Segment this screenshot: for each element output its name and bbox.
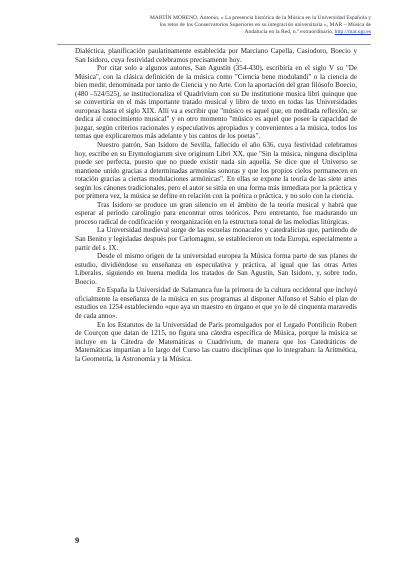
paragraph-5: La Universidad medieval surge de las escuelas monacales y catedralicias que, partiendo de San Benito y legisladas después por Carlomagno, se establecieron en toda Europa, especialmente a partir del s. IX. xyxy=(75,226,357,252)
body-text xyxy=(75,47,357,363)
running-header xyxy=(71,15,371,37)
page-number: 9 xyxy=(75,535,80,545)
paragraph-3: Nuestro patrón, San Isidoro de Sevilla, fallecido el año 636, cuya festividad celebramos hoy, escribe en su Etymologiarum sive originum Libri XX, que "Sin la música, ninguna disciplina puede ser perfecta, puesto que no puede existir nada sin aquella. Se dice que el Universo se mantiene unido gracias a determinadas armonías sonoras y que los propios cielos permanecen en rotación gracias a ciertas modulaciones armónicas". En ellas se expone la teoría de las siete artes según los cánones tradicionales, pero el autor se sitúa en una forma más inmediata por la práctica y por primera vez, la música se define en relación con la poética o práctica, y no solo con la ciencia. xyxy=(75,141,357,201)
header-line-2: los retos de los Conservatorios Superiores en su integración universitaria », MAR – Música de xyxy=(159,22,371,29)
paragraph-8: En los Estatutos de la Universidad de París promulgados por el Legado Pontificio Robert de Courçon que datan de 1215, no figura una cátedra específica de Música, porque la música se incluye en la Cátedra de Matemáticas o Cuadrivium, de manera que los Catedráticos de Matemáticas impartían a lo largo del Curso las cuatro disciplinas que lo integraban: la Aritmética, la Geometría, la Astronomía y la Música. xyxy=(75,320,357,363)
header-line-3-text: Andalucía en la Red, n.º extraordinario, xyxy=(244,29,334,36)
header-divider xyxy=(57,44,371,45)
paragraph-6: Desde el mismo origen de la universidad europea la Música forma parte de sus planes de estudio, dividiéndose su enseñanza en especulativa y práctica, al igual que las otras Artes Liberales, siguiendo en buena medida los tratados de San Agustín, San Isidoro, y, sobre todo, Boecio. xyxy=(75,252,357,286)
paragraph-7: En España la Universidad de Salamanca fue la primera de la cultura occidental que incluyó oficialmente la enseñanza de la música en sus programas al disponer Alfonso el Sabio el plan de estudios en 1254 estableciendo «que aya un maestro en órgano et que yo le dé cinquenta maravedís de cada anno». xyxy=(75,286,357,320)
header-line-3 xyxy=(71,29,371,36)
header-line-1: MARTÍN MORENO, Antonio, « La presencia histórica de la Música en la Universidad Española y xyxy=(149,15,371,21)
paragraph-4: Tras Isidoro se produce un gran silencio en el ámbito de la teoría musical y habrá que esperar al período carolingio para encontrar otros teóricos. Pero entretanto, fue madurando un proceso radical de codificación y reorganización en la estructura tonal de las melodías litúrgicas. xyxy=(75,200,357,226)
journal-link[interactable]: http://mar.ugr.es xyxy=(334,29,371,36)
paragraph-1: Dialéctica, planificación paulatinamente establecida por Marciano Capella, Casiodoro, Boecio y San Isidoro, cuya festividad celebramos precisamente hoy. xyxy=(75,47,357,64)
paragraph-2: Por citar solo a algunos autores, San Agustín (354-430), escribiría en el siglo V su "De Música", con la clásica definición de la música como "Ciencia bene modulandi" o la ciencia de bien medir, denominada por tanto de Ciencia y no Arte. Con la aportación del gran filósofo Boecio, (480 –524/525), se institucionaliza el Quadrivium con su De institutione musica libri quinque que se convertiría en el más importante tratado musical y libro de texto en todas las Universidades europeas hasta el siglo XIX. Allí va a escribir que "músico es aquel que, en meditada reflexión, se dedica al conocimiento musical" y en otro momento "músico es aquel que posee la capacidad de juzgar, según criterios racionales y especulativos apropiados y convenientes a la música, todos los temas que explicaremos más adelante y los cantos de los poetas". xyxy=(75,64,358,141)
